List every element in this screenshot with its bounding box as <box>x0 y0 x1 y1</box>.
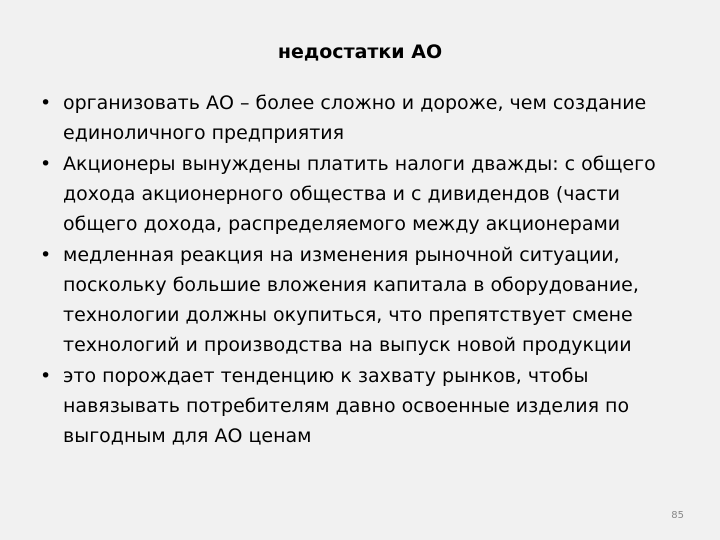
bullet-dot-icon: • <box>40 92 52 114</box>
bullet-list <box>40 88 700 452</box>
bullet-item <box>40 149 700 239</box>
bullet-text: медленная реакция на изменения рыночной ситуации, поскольку большие вложения капитала в оборудование, технологии должны окупиться, что препятствует смене технологий и производства на выпуск новой продукции <box>63 244 639 356</box>
bullet-text: организовать АО – более сложно и дороже, чем создание единоличного предприятия <box>63 92 647 144</box>
bullet-dot-icon: • <box>40 244 52 266</box>
bullet-item <box>40 88 700 148</box>
bullet-dot-icon: • <box>40 153 52 175</box>
bullet-text: Акционеры вынуждены платить налоги дважды: с общего дохода акционерного общества и с дивидендов (части общего дохода, распределяемого между акционерами <box>63 153 656 235</box>
bullet-item <box>40 240 700 360</box>
bullet-item <box>40 361 700 451</box>
slide-number: 85 <box>671 510 684 521</box>
slide-title: недостатки АО <box>277 41 443 63</box>
bullet-dot-icon: • <box>40 365 52 387</box>
bullet-text: это порождает тенденцию к захвату рынков, чтобы навязывать потребителям давно освоенные изделия по выгодным для АО ценам <box>63 365 630 447</box>
